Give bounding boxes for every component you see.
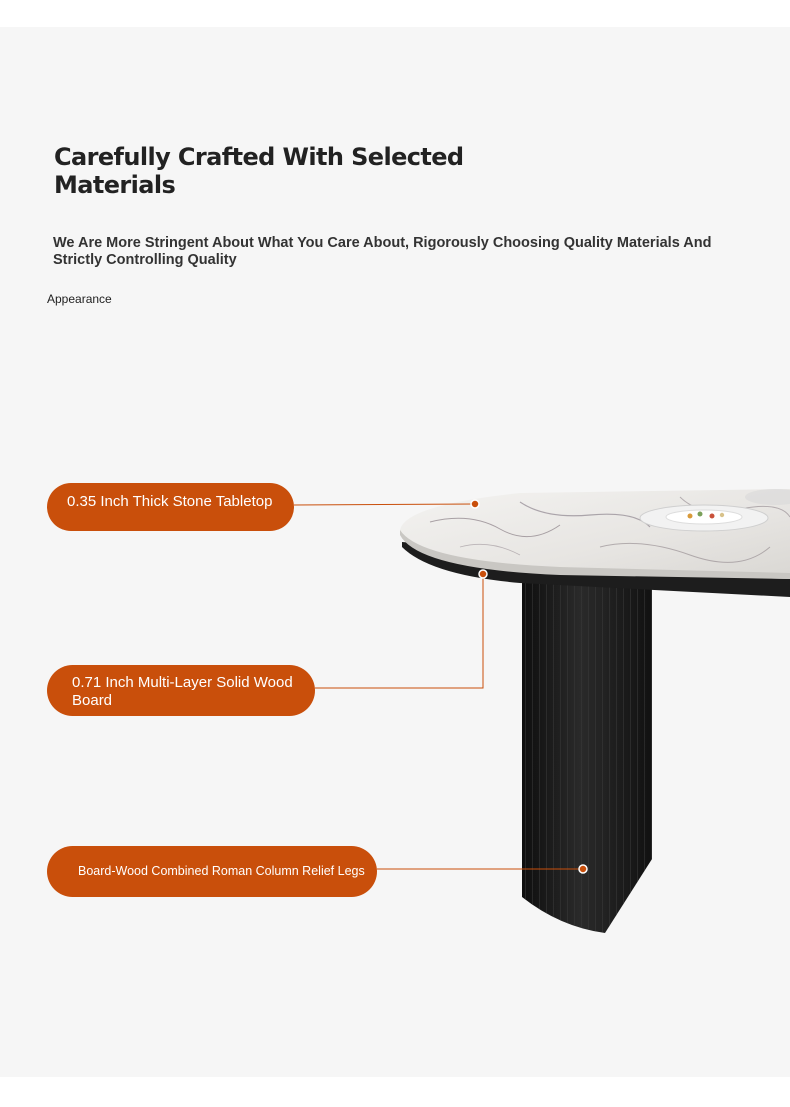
callout-column-legs bbox=[47, 846, 377, 897]
roman-column-leg bbox=[522, 583, 652, 933]
page-title: Carefully Crafted With Selected Materials bbox=[54, 143, 464, 199]
callout-label: 0.71 Inch Multi-Layer Solid Wood Board bbox=[72, 674, 293, 709]
callout-label: 0.35 Inch Thick Stone Tabletop bbox=[67, 493, 273, 510]
section-tag: Appearance bbox=[47, 292, 112, 306]
feature-panel bbox=[0, 27, 790, 1077]
page-subtitle: We Are More Stringent About What You Care About, Rigorously Choosing Quality Materials And Strictly Controlling Quality bbox=[53, 235, 712, 268]
callout-stone-tabletop bbox=[47, 483, 294, 531]
callout-point-1 bbox=[471, 500, 479, 508]
callout-wood-board bbox=[47, 665, 315, 716]
callout-label: Board-Wood Combined Roman Column Relief Legs bbox=[78, 864, 365, 878]
callout-point-2 bbox=[479, 570, 487, 578]
callout-point-3 bbox=[579, 865, 587, 873]
